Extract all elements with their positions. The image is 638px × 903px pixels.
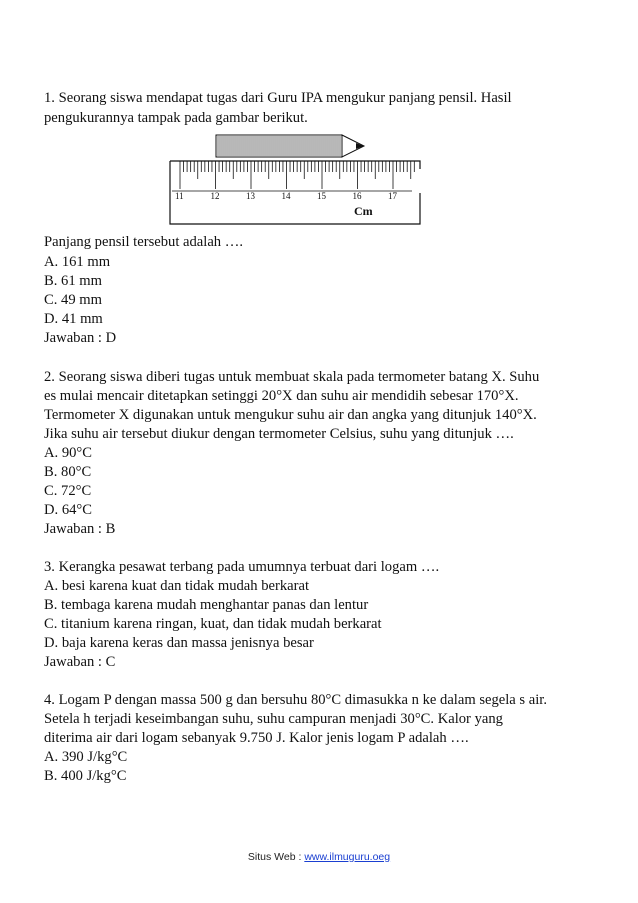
q3-option-d: D. baja karena keras dan massa jenisnya besar (44, 635, 314, 651)
ruler-tick-label: 17 (388, 191, 397, 201)
q4-text-line-2: Setela h terjadi keseimbangan suhu, suhu campuran menjadi 30°C. Kalor yang (44, 711, 503, 727)
ruler-tick-label: 11 (175, 191, 184, 201)
q2-text-line-1: 2. Seorang siswa diberi tugas untuk membuat skala pada termometer batang X. Suhu (44, 369, 540, 385)
ruler-tick-label: 16 (352, 191, 362, 201)
pencil-ruler-figure (168, 133, 422, 225)
q3-option-a: A. besi karena kuat dan tidak mudah berkarat (44, 578, 310, 594)
q4-option-a: A. 390 J/kg°C (44, 749, 128, 765)
q1-option-c: C. 49 mm (44, 292, 102, 308)
q2-option-d: D. 64°C (44, 502, 92, 518)
q1-question: Panjang pensil tersebut adalah …. (44, 234, 243, 250)
q3-text-line-1: 3. Kerangka pesawat terbang pada umumnya terbuat dari logam …. (44, 559, 440, 575)
ruler-tick-label: 14 (281, 191, 291, 201)
q3-answer: Jawaban : C (44, 654, 116, 670)
q3-option-b: B. tembaga karena mudah menghantar panas dan lentur (44, 597, 369, 613)
q2-text-line-4: Jika suhu air tersebut diukur dengan termometer Celsius, suhu yang ditunjuk …. (44, 426, 514, 442)
q1-text-line-2: pengukurannya tampak pada gambar berikut. (44, 110, 308, 126)
ruler-unit-label: Cm (354, 204, 373, 218)
q1-text-line-1: 1. Seorang siswa mendapat tugas dari Guru IPA mengukur panjang pensil. Hasil (44, 90, 512, 106)
footer-website-link[interactable]: www.ilmuguru.oeg (304, 851, 391, 863)
ruler-tick-label: 15 (317, 191, 326, 201)
pencil-illustration (216, 135, 364, 157)
page-footer (0, 848, 638, 867)
q2-text-line-3: Termometer X digunakan untuk mengukur suhu air dan angka yang ditunjuk 140°X. (44, 407, 537, 423)
q1-option-d: D. 41 mm (44, 311, 103, 327)
ruler-illustration (170, 161, 420, 224)
footer-label: Situs Web : (247, 851, 305, 863)
q2-answer: Jawaban : B (44, 521, 116, 537)
q1-option-b: B. 61 mm (44, 273, 102, 289)
q3-option-c: C. titanium karena ringan, kuat, dan tidak mudah berkarat (44, 616, 382, 632)
q4-option-b: B. 400 J/kg°C (44, 768, 127, 784)
q2-text-line-2: es mulai mencair ditetapkan setinggi 20°X dan suhu air mendidih sebesar 170°X. (44, 388, 519, 404)
ruler-tick-label: 13 (246, 191, 255, 201)
q4-text-line-3: diterima air dari logam sebanyak 9.750 J. Kalor jenis logam P adalah …. (44, 730, 469, 746)
q4-text-line-1: 4. Logam P dengan massa 500 g dan bersuhu 80°C dimasukka n ke dalam segela s air. (44, 692, 547, 708)
q1-option-a: A. 161 mm (44, 254, 111, 270)
q1-answer: Jawaban : D (44, 330, 117, 346)
q2-option-a: A. 90°C (44, 445, 92, 461)
q2-option-b: B. 80°C (44, 464, 92, 480)
ruler-tick-label: 12 (210, 191, 220, 201)
q2-option-c: C. 72°C (44, 483, 92, 499)
